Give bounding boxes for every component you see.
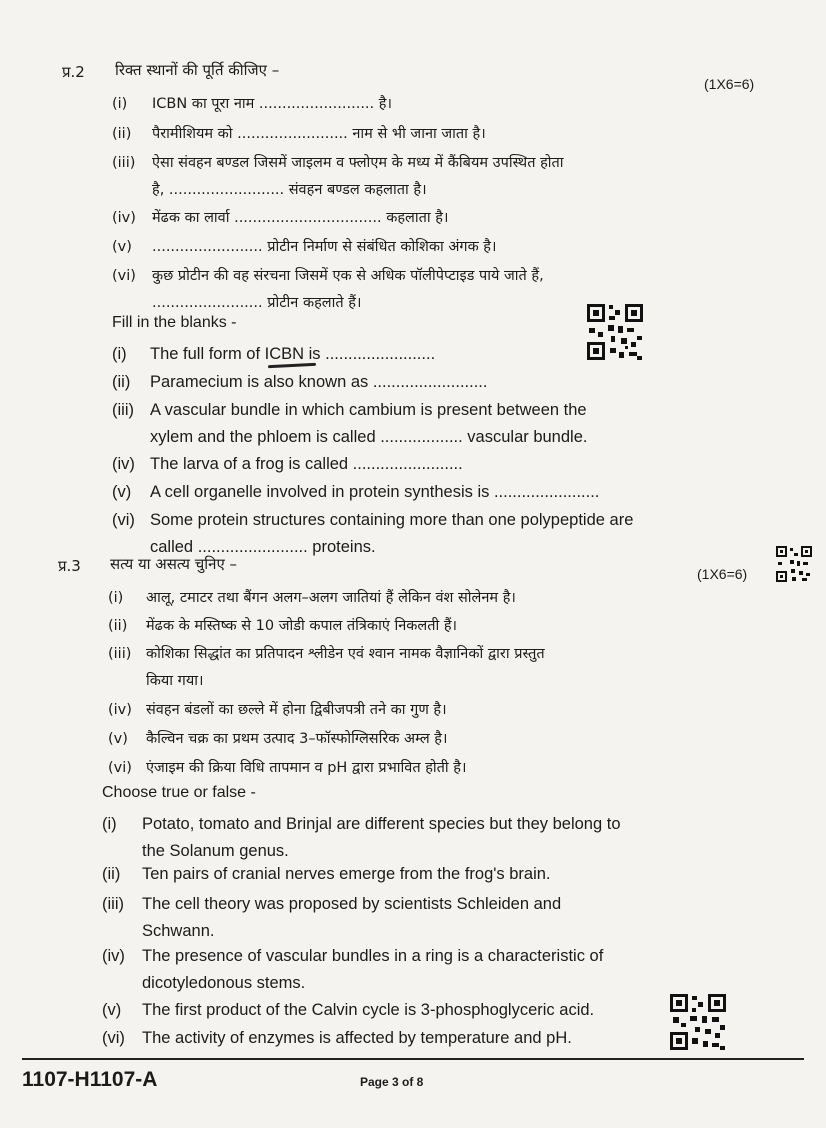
- item-number: (iv): [112, 210, 136, 226]
- item-number: (ii): [102, 865, 121, 883]
- item-text: the Solanum genus.: [142, 842, 289, 860]
- item-text: एंजाइम की क्रिया विधि तापमान व pH द्वारा प्रभावित होती है।: [146, 760, 467, 776]
- item-number: (iv): [112, 455, 135, 473]
- q2-marks: (1X6=6): [704, 76, 755, 92]
- page-number: Page 3 of 8: [360, 1075, 424, 1089]
- item-text: कुछ प्रोटीन की वह संरचना जिसमें एक से अधिक पॉलीपेप्टाइड पाये जाते हैं,: [152, 268, 544, 284]
- item-text: मेंढक के मस्तिष्क से 10 जोडी कपाल तंत्रिकाएं निकलती हैं।: [146, 618, 458, 634]
- item-number: (vi): [112, 268, 136, 284]
- item-number: (iii): [102, 895, 124, 913]
- item-number: (i): [108, 590, 124, 606]
- item-text: ........................ प्रोटीन निर्माण से संबंधित कोशिका अंगक है।: [152, 239, 497, 255]
- item-number: (ii): [112, 126, 132, 142]
- item-number: (i): [112, 345, 127, 363]
- qr-code-bottom-icon: [668, 992, 728, 1052]
- item-number: (v): [102, 1001, 122, 1019]
- item-number: (iv): [108, 702, 132, 718]
- item-number: (vi): [102, 1029, 125, 1047]
- q3-number: प्र.3: [58, 557, 81, 575]
- item-text: The activity of enzymes is affected by temperature and pH.: [142, 1029, 572, 1047]
- item-number: (ii): [112, 373, 131, 391]
- item-text: The cell theory was proposed by scientists Schleiden and: [142, 895, 562, 913]
- item-text: कोशिका सिद्धांत का प्रतिपादन श्लीडेन एवं श्वान नामक वैज्ञानिकों द्वारा प्रस्तुत: [146, 646, 545, 662]
- item-text: The first product of the Calvin cycle is 3-phosphoglyceric acid.: [142, 1001, 595, 1019]
- q2-number: प्र.2: [62, 63, 85, 81]
- footer-rule: [22, 1058, 804, 1060]
- item-text: called ........................ proteins.: [150, 538, 376, 556]
- item-text: है, ......................... संवहन बण्डल कहलाता है।: [152, 182, 427, 198]
- q2-title: रिक्त स्थानों की पूर्ति कीजिए –: [115, 61, 280, 79]
- item-text: The presence of vascular bundles in a ring is a characteristic of: [142, 947, 604, 965]
- item-number: (iii): [112, 401, 134, 419]
- q2-english-heading: Fill in the blanks -: [112, 314, 237, 331]
- item-text: Potato, tomato and Brinjal are different species but they belong to: [142, 815, 621, 833]
- item-number: (i): [102, 815, 117, 833]
- item-number: (iv): [102, 947, 125, 965]
- item-text: Paramecium is also known as .........................: [150, 373, 488, 391]
- item-text: Ten pairs of cranial nerves emerge from the frog's brain.: [142, 865, 551, 883]
- item-number: (v): [108, 731, 128, 747]
- item-text: ICBN का पूरा नाम ......................... है।: [152, 96, 392, 112]
- item-text: संवहन बंडलों का छल्ले में होना द्विबीजपत्री तने का गुण है।: [146, 702, 447, 718]
- item-number: (ii): [108, 618, 128, 634]
- item-text: किया गया।: [146, 673, 204, 689]
- item-text: A vascular bundle in which cambium is present between the: [150, 401, 587, 419]
- item-text: The full form of ICBN is ........................: [150, 345, 436, 363]
- item-text: A cell organelle involved in protein synthesis is .......................: [150, 483, 600, 501]
- item-number: (iii): [112, 155, 136, 171]
- item-text: Schwann.: [142, 922, 215, 940]
- item-text: मेंढक का लार्वा ................................ कहलाता है।: [152, 210, 449, 226]
- item-number: (i): [112, 96, 128, 112]
- paper-code: 1107-H1107-A: [22, 1068, 158, 1091]
- item-number: (iii): [108, 646, 132, 662]
- item-text: Some protein structures containing more than one polypeptide are: [150, 511, 634, 529]
- item-text: कैल्विन चक्र का प्रथम उत्पाद 3–फॉस्फोग्लिसरिक अम्ल है।: [146, 731, 448, 747]
- item-text: The larva of a frog is called ........................: [150, 455, 463, 473]
- item-number: (vi): [108, 760, 132, 776]
- item-number: (v): [112, 483, 132, 501]
- q3-title: सत्य या असत्य चुनिए –: [110, 555, 238, 573]
- q3-marks: (1X6=6): [697, 566, 748, 582]
- item-number: (v): [112, 239, 132, 255]
- qr-code-icon: [585, 302, 645, 362]
- item-number: (vi): [112, 511, 135, 529]
- item-text: पैरामीशियम को ........................ नाम से भी जाना जाता है।: [152, 126, 486, 142]
- qr-code-small-icon: [775, 545, 813, 583]
- item-text: ऐसा संवहन बण्डल जिसमें जाइलम व फ्लोएम के मध्य में कैंबियम उपस्थित होता: [152, 155, 564, 171]
- item-text: ........................ प्रोटीन कहलाते हैं।: [152, 295, 362, 311]
- q3-english-heading: Choose true or false -: [102, 784, 256, 801]
- item-text: आलू, टमाटर तथा बैंगन अलग–अलग जातियां हैं लेकिन वंश सोलेनम है।: [146, 590, 516, 606]
- item-text: dicotyledonous stems.: [142, 974, 306, 992]
- item-text: xylem and the phloem is called .................. vascular bundle.: [150, 428, 588, 446]
